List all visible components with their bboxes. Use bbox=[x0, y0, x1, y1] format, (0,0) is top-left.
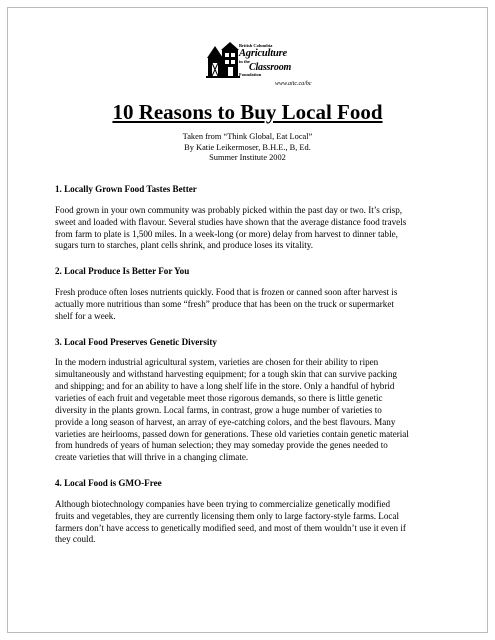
page-title: 10 Reasons to Buy Local Food bbox=[112, 100, 383, 124]
paragraph-line: Food grown in your own community was probably picked within the past day or two. It’s crisp, bbox=[55, 204, 403, 215]
paragraph-line: farmers don’t have access to genetically modified seed, and most of them wouldn’t use it even if bbox=[55, 522, 406, 533]
paragraph-line: Although biotechnology companies have been trying to commercialize genetically modified bbox=[55, 498, 391, 509]
logo-line-in-the: in the bbox=[239, 59, 250, 64]
paragraph-line: sugars turn to starches, plant cells shrink, and produce loses its vitality. bbox=[55, 240, 314, 251]
logo-line-region: British Columbia bbox=[239, 43, 273, 48]
logo-url: www.aitc.ca/bc bbox=[275, 81, 312, 87]
logo-line-classroom: Classroom bbox=[249, 62, 292, 73]
paragraph-line: actually more nutritious than some “fresh” produce that has been on the truck or supermarket bbox=[55, 298, 394, 309]
paragraph-line: create varieties that will thrive in a changing climate. bbox=[55, 452, 249, 463]
section-paragraph bbox=[55, 287, 445, 323]
section-paragraph bbox=[55, 357, 445, 464]
paragraph-line: shelf for a week. bbox=[55, 310, 116, 321]
paragraph-line: they could. bbox=[55, 534, 96, 545]
paragraph-line: diversity in the plants grown. Local farms, in contrast, grow a huge number of varieties to bbox=[55, 404, 382, 415]
logo-line-foundation: Foundation bbox=[239, 72, 262, 77]
paragraph-line: provide a long season of harvest, an array of eye-catching colors, and the best flavours. Many bbox=[55, 416, 396, 427]
section-heading: 3. Local Food Preserves Genetic Diversity bbox=[55, 336, 217, 347]
paragraph-line: In the modern industrial agricultural system, varieties are chosen for their ability to ripen bbox=[55, 357, 379, 368]
paragraph-line: and shipping; and for an ability to have a long shelf life in the store. Only a handful of hybrid bbox=[55, 381, 395, 392]
credit-source: Taken from “Think Global, Eat Local” bbox=[182, 132, 313, 141]
document-body bbox=[55, 184, 445, 558]
section-paragraph bbox=[55, 499, 445, 546]
credits bbox=[0, 132, 495, 164]
paragraph-line: Fresh produce often loses nutrients quickly. Food that is frozen or canned soon after harvest is bbox=[55, 287, 398, 298]
paragraph-line: from hundreds of years of human selection; they may someday provide the genes needed to bbox=[55, 440, 388, 451]
paragraph-line: varieties of each fruit and vegetable meet those rigorous demands, so there is little genetic bbox=[55, 392, 383, 403]
paragraph-line: simultaneously and withstand harvesting equipment; for a tough skin that can survive packing bbox=[55, 369, 397, 380]
logo bbox=[205, 36, 325, 90]
logo-line-agriculture: Agriculture bbox=[239, 48, 287, 59]
section-heading: 2. Local Produce Is Better For You bbox=[55, 266, 190, 277]
section-heading: 1. Locally Grown Food Tastes Better bbox=[55, 184, 197, 194]
section-heading: 4. Local Food is GMO-Free bbox=[55, 478, 162, 489]
section-paragraph bbox=[55, 205, 445, 252]
paragraph-line: varieties are heirlooms, passed down for generations. These old varieties contain genetic material bbox=[55, 428, 409, 439]
credit-author: By Katie Leikermoser, B.H.E., B, Ed. bbox=[184, 142, 311, 152]
paragraph-line: fruits and vegetables, they are currently licensing them only to large factory-style farms. Local bbox=[55, 510, 400, 521]
paragraph-line: from farm to plate is 1,500 miles. In a week-long (or more) delay from harvest to dinner table, bbox=[55, 228, 398, 239]
credit-event: Summer Institute 2002 bbox=[209, 153, 286, 163]
paragraph-line: sweet and loaded with flavour. Several studies have shown that the average distance food travels bbox=[55, 216, 407, 227]
